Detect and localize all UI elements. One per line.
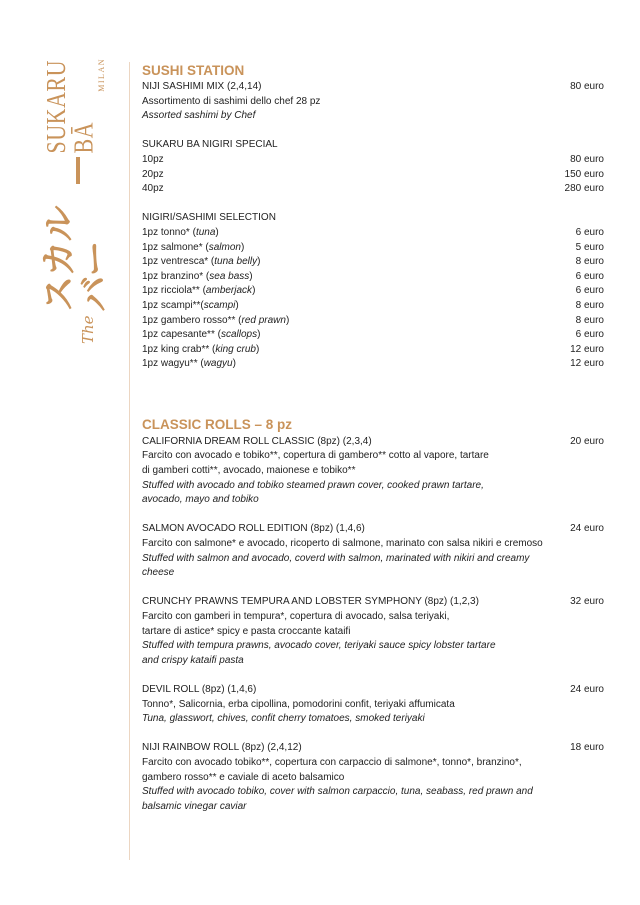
- selection-item-price: 8 euro: [575, 314, 604, 326]
- roll-item: [142, 683, 604, 727]
- item-en: king crub: [215, 343, 256, 355]
- section-sushi-station: [142, 62, 604, 372]
- item-it: 1pz salmone* (: [142, 241, 209, 253]
- roll-desc-it: Farcito con avocado e tobiko**, copertura di gambero** cotto al vapore, tartare: [142, 450, 489, 462]
- menu-item-nigiri-sashimi-selection: [142, 211, 604, 372]
- menu-item-nigiri-special: [142, 138, 604, 196]
- roll-desc-en: and crispy kataifi pasta: [142, 654, 244, 666]
- selection-item-name: [142, 284, 255, 299]
- selection-item-price: 8 euro: [575, 256, 604, 268]
- vertical-divider: [129, 62, 130, 860]
- item-close: ): [252, 285, 256, 297]
- selection-row: [142, 255, 604, 270]
- item-name: NIJI SASHIMI MIX (2,4,14): [142, 81, 262, 92]
- option-row: [142, 182, 604, 197]
- item-it: 1pz gambero rosso** (: [142, 314, 242, 326]
- item-close: ): [257, 256, 261, 268]
- item-close: ): [240, 241, 245, 253]
- item-en: amberjack: [205, 285, 253, 297]
- roll-price: 24 euro: [570, 523, 604, 535]
- item-price: 80 euro: [570, 81, 604, 92]
- selection-row: [142, 241, 604, 256]
- selection-item-name: [142, 328, 260, 343]
- logo-the: The: [79, 315, 97, 344]
- selection-row: [142, 270, 604, 285]
- selection-item-price: 5 euro: [575, 241, 604, 253]
- roll-name: DEVIL ROLL (8pz) (1,4,6): [142, 683, 257, 695]
- item-close: ): [235, 299, 239, 311]
- roll-name: NIJI RAINBOW ROLL (8pz) (2,4,12): [142, 742, 302, 754]
- roll-name: CRUNCHY PRAWNS TEMPURA AND LOBSTER SYMPHONY (8pz) (1,2,3): [142, 596, 479, 608]
- selection-item-name: [142, 226, 219, 241]
- roll-price: 24 euro: [570, 683, 604, 695]
- roll-desc-en: Stuffed with salmon and avocado, coverd with salmon, marinated with nikiri and creamy: [142, 552, 530, 564]
- logo-name: SUKARU BĀ: [40, 60, 99, 154]
- roll-desc-it: Farcito con salmone* e avocado, ricoperto di salmone, marinato con salsa nikiri e cremoso: [142, 538, 543, 550]
- roll-desc-en: Stuffed with avocado tobiko, cover with salmon carpaccio, tuna, seabass, red prawn and: [142, 786, 533, 798]
- rolls-list: [142, 435, 604, 814]
- menu-content: [142, 62, 604, 829]
- brand-logo: [38, 58, 118, 348]
- selection-item-name: [142, 357, 236, 372]
- selection-item-price: 6 euro: [575, 270, 604, 282]
- selection-row: [142, 314, 604, 329]
- item-close: ): [215, 226, 219, 238]
- item-it: 1pz scampi**(: [142, 299, 204, 311]
- item-it: 1pz branzino* (: [142, 270, 210, 282]
- item-close: ): [257, 329, 261, 341]
- item-it: 1pz ricciola** (: [142, 285, 206, 297]
- logo-dash: [76, 158, 80, 184]
- item-it: 1pz wagyu** (: [142, 358, 204, 370]
- item-name: NIGIRI/SASHIMI SELECTION: [142, 212, 276, 224]
- option-price: 80 euro: [570, 153, 604, 165]
- selection-row: [142, 284, 604, 299]
- roll-desc-en: Stuffed with tempura prawns, avocado cover, teriyaki sauce spicy lobster tartare: [142, 640, 496, 652]
- roll-item: [142, 595, 604, 668]
- roll-desc-it: tartare di astice* spicy e pasta croccante kataifi: [142, 625, 351, 637]
- menu-item-niji-sashimi-mix: [142, 80, 604, 124]
- selection-row: [142, 299, 604, 314]
- selection-item-price: 12 euro: [570, 343, 604, 355]
- selection-row: [142, 328, 604, 343]
- logo-japanese: スカルバー: [39, 206, 116, 312]
- selection-item-price: 6 euro: [575, 226, 604, 238]
- option-row: [142, 168, 604, 183]
- roll-desc-it: di gamberi cotti**, avocado, maionese e tobiko**: [142, 465, 356, 477]
- roll-desc-it: Tonno*, Salicornia, erba cipollina, pomodorini confit, teriyaki affumicata: [142, 698, 455, 710]
- option-label: 10pz: [142, 153, 164, 165]
- option-price: 280 euro: [564, 183, 604, 195]
- selection-row: [142, 226, 604, 241]
- item-it: 1pz capesante** (: [142, 329, 221, 341]
- selection-item-name: [142, 255, 260, 270]
- roll-name: SALMON AVOCADO ROLL EDITION (8pz) (1,4,6): [142, 523, 365, 535]
- roll-item: [142, 435, 604, 508]
- item-desc-it: Assortimento di sashimi dello chef 28 pz: [142, 95, 321, 107]
- option-label: 20pz: [142, 168, 164, 180]
- logo-city: MILAN: [97, 58, 106, 92]
- item-en: scallops: [220, 329, 258, 341]
- option-label: 40pz: [142, 183, 164, 195]
- item-it: 1pz tonno* (: [142, 226, 196, 238]
- selection-item-price: 12 euro: [570, 358, 604, 370]
- roll-desc-en: balsamic vinegar caviar: [142, 800, 247, 812]
- roll-desc-en: Stuffed with avocado and tobiko steamed prawn cover, cooked prawn tartare,: [142, 479, 484, 491]
- selection-item-price: 6 euro: [575, 329, 604, 341]
- item-it: 1pz king crab** (: [142, 343, 216, 355]
- selection-row: [142, 357, 604, 372]
- roll-desc-it: Farcito con gamberi in tempura*, copertura di avocado, salsa teriyaki,: [142, 611, 450, 622]
- item-name: SUKARU BA NIGIRI SPECIAL: [142, 139, 278, 151]
- roll-desc-it: gambero rosso** e caviale di aceto balsamico: [142, 771, 345, 783]
- roll-price: 20 euro: [570, 435, 604, 447]
- item-desc-en: Assorted sashimi by Chef: [142, 110, 256, 122]
- roll-desc-en: Tuna, glasswort, chives, confit cherry tomatoes, smoked teriyaki: [142, 713, 425, 725]
- item-en: tuna: [195, 226, 216, 238]
- section-classic-rolls: [142, 416, 604, 814]
- item-it: 1pz ventresca* (: [142, 256, 215, 268]
- selection-item-name: [142, 241, 244, 256]
- section-title: SUSHI STATION: [142, 63, 245, 78]
- selection-list: [142, 226, 604, 372]
- selection-item-price: 6 euro: [575, 285, 604, 297]
- selection-item-name: [142, 299, 239, 314]
- item-close: ): [232, 358, 236, 370]
- roll-price: 18 euro: [570, 742, 604, 754]
- selection-item-name: [142, 314, 289, 329]
- roll-item: [142, 522, 604, 580]
- section-title: CLASSIC ROLLS – 8 pz: [142, 416, 293, 432]
- roll-desc-en: avocado, mayo and tobiko: [142, 494, 259, 506]
- selection-row: [142, 343, 604, 358]
- item-en: wagyu: [203, 358, 233, 370]
- item-en: salmon: [208, 241, 241, 253]
- item-close: ): [249, 270, 253, 282]
- option-price: 150 euro: [564, 168, 604, 180]
- item-en: scampi: [203, 299, 236, 311]
- item-en: sea bass: [209, 270, 250, 282]
- item-close: ): [255, 343, 260, 355]
- roll-name: CALIFORNIA DREAM ROLL CLASSIC (8pz) (2,3,4): [142, 435, 372, 447]
- item-close: ): [285, 314, 290, 326]
- item-en: tuna belly: [214, 256, 258, 268]
- option-row: [142, 153, 604, 168]
- roll-price: 32 euro: [570, 596, 604, 608]
- selection-item-name: [142, 343, 259, 358]
- roll-desc-it: Farcito con avocado tobiko**, copertura con carpaccio di salmone*, tonno*, branzino*,: [142, 756, 522, 768]
- selection-item-price: 8 euro: [575, 299, 604, 311]
- item-en: red prawn: [241, 314, 286, 326]
- roll-desc-en: cheese: [142, 567, 175, 579]
- roll-item: [142, 741, 604, 814]
- selection-item-name: [142, 270, 253, 285]
